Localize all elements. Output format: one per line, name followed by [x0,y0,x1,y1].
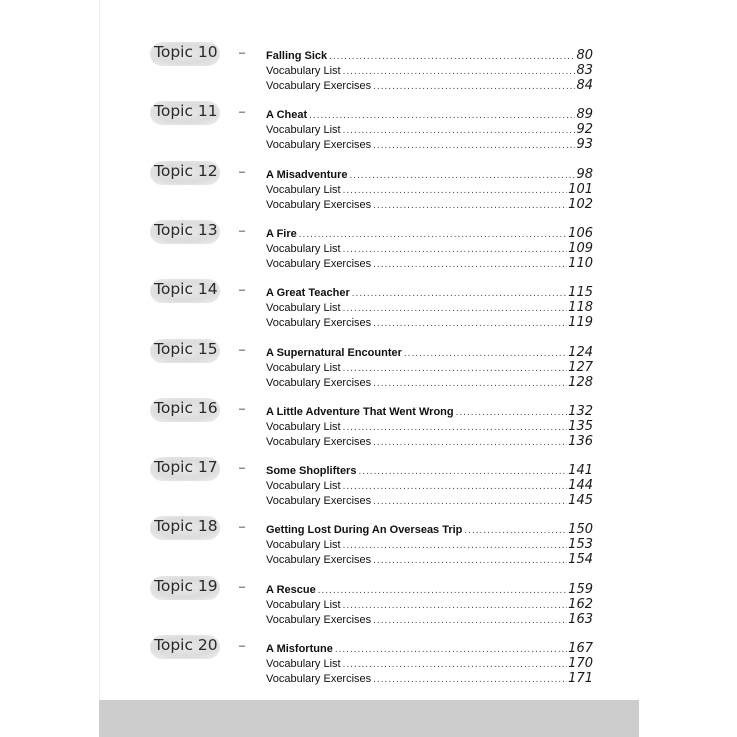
vocabulary-list-page-number: 101 [568,181,593,197]
vocabulary-exercises-label: Vocabulary Exercises [266,435,372,448]
vocabulary-exercises-page-number: 110 [568,255,593,271]
vocabulary-list-row[interactable] [266,360,593,375]
chapter-page-number: 115 [568,285,593,301]
vocabulary-list-page-number: 144 [568,478,593,494]
dot-leader [373,378,567,389]
dot-leader [373,615,567,626]
vocabulary-list-page-number: 92 [576,122,593,138]
chapter-title: A Misfortune [266,643,333,655]
vocabulary-exercises-page-number: 128 [568,374,593,390]
vocabulary-list-page-number: 127 [568,359,593,375]
toc-entry [0,43,737,104]
topic-label: Topic 15 [154,339,218,358]
vocabulary-list-row[interactable] [266,656,593,671]
vocabulary-exercises-row[interactable] [266,552,593,567]
chapter-title: A Little Adventure That Went Wrong [266,405,454,418]
chapter-title-row[interactable] [266,522,593,537]
chapter-title-row[interactable] [266,285,593,300]
vocabulary-exercises-label: Vocabulary Exercises [266,613,372,626]
toc-entry [0,280,737,341]
vocabulary-list-page-number: 153 [568,537,593,553]
dot-leader [335,644,567,655]
dot-leader [373,318,567,329]
dot-leader [318,585,567,596]
vocabulary-list-label: Vocabulary List [266,658,341,670]
vocabulary-exercises-label: Vocabulary Exercises [266,198,372,211]
dot-leader [373,496,567,507]
vocabulary-exercises-row[interactable] [266,78,593,93]
vocabulary-list-label: Vocabulary List [266,65,341,77]
dot-leader [343,303,568,314]
dot-leader [343,422,568,433]
vocabulary-exercises-label: Vocabulary Exercises [266,257,372,270]
vocabulary-exercises-page-number: 119 [568,315,593,331]
toc-entry [0,339,737,401]
vocabulary-exercises-label: Vocabulary Exercises [266,317,372,330]
vocabulary-list-row[interactable] [266,182,593,197]
toc-entry [0,576,737,638]
dot-leader [350,170,576,181]
vocabulary-list-label: Vocabulary List [266,420,341,433]
vocabulary-list-row[interactable] [266,300,593,315]
dot-leader [373,437,567,448]
vocabulary-list-page-number: 162 [568,596,593,612]
chapter-title-row[interactable] [266,226,593,241]
topic-dash: – [239,165,246,178]
topic-label: Topic 13 [154,220,218,239]
chapter-title-row[interactable] [266,404,593,419]
dot-leader [456,407,568,418]
chapter-page-number: 167 [568,641,593,656]
vocabulary-list-row[interactable] [266,597,593,612]
chapter-title-row[interactable] [266,48,593,63]
topic-label: Topic 19 [154,576,218,595]
vocabulary-list-label: Vocabulary List [266,539,341,552]
dot-leader [373,81,575,92]
topic-dash: – [239,224,246,237]
dot-leader [464,525,567,536]
vocabulary-exercises-page-number: 154 [568,552,593,568]
toc-entry [0,161,737,223]
toc-entry [0,458,737,519]
chapter-page-number: 124 [568,344,593,360]
dot-leader [343,185,568,196]
dot-leader [373,555,567,566]
vocabulary-exercises-page-number: 84 [576,78,593,93]
vocabulary-exercises-row[interactable] [266,375,593,390]
vocabulary-list-label: Vocabulary List [266,302,341,315]
chapter-title: A Supernatural Encounter [266,346,402,359]
dot-leader [343,540,568,551]
toc-entry [0,220,737,282]
dot-leader [343,659,568,670]
vocabulary-list-row[interactable] [266,478,593,493]
dot-leader [343,481,568,492]
dot-leader [373,259,567,270]
toc-entry [0,636,737,697]
toc-entry [0,398,737,460]
chapter-page-number: 89 [576,107,593,123]
chapter-title: A Great Teacher [266,287,350,300]
chapter-page-number: 150 [568,522,593,538]
dot-leader [352,288,567,299]
topic-dash: – [239,580,246,593]
vocabulary-exercises-label: Vocabulary Exercises [266,376,372,389]
vocabulary-list-label: Vocabulary List [266,598,341,611]
vocabulary-exercises-row[interactable] [266,256,593,271]
chapter-title-row[interactable] [266,107,593,122]
dot-leader [299,229,567,240]
dot-leader [343,244,568,255]
vocabulary-exercises-page-number: 171 [568,671,593,686]
vocabulary-list-page-number: 135 [568,418,593,434]
vocabulary-list-row[interactable] [266,241,593,256]
vocabulary-exercises-label: Vocabulary Exercises [266,80,372,92]
chapter-title-row[interactable] [266,641,593,656]
vocabulary-list-row[interactable] [266,63,593,78]
chapter-page-number: 98 [576,166,593,182]
dot-leader [358,466,567,477]
topic-dash: – [239,640,246,652]
dot-leader [343,66,576,77]
topic-dash: – [239,462,246,475]
dot-leader [329,51,575,62]
chapter-title-row[interactable] [266,345,593,360]
chapter-title: Falling Sick [266,50,328,62]
topic-label: Topic 10 [154,43,218,61]
vocabulary-exercises-row[interactable] [266,493,593,508]
toc-entry [0,517,737,578]
topic-dash: – [239,521,246,534]
dot-leader [373,140,575,151]
dot-leader [309,110,575,121]
vocabulary-list-label: Vocabulary List [266,124,341,137]
vocabulary-list-label: Vocabulary List [266,480,341,493]
vocabulary-exercises-label: Vocabulary Exercises [266,495,372,508]
vocabulary-list-row[interactable] [266,419,593,434]
chapter-title: A Cheat [266,109,308,122]
vocabulary-exercises-page-number: 102 [568,196,593,212]
topic-label: Topic 20 [154,636,218,654]
chapter-title-row[interactable] [266,582,593,597]
vocabulary-list-label: Vocabulary List [266,361,341,374]
dot-leader [343,125,576,136]
chapter-title: Some Shoplifters [266,465,357,478]
topic-label: Topic 18 [154,517,218,536]
topic-dash: – [239,402,246,415]
topic-label: Topic 16 [154,398,218,417]
vocabulary-list-row[interactable] [266,122,593,137]
topic-label: Topic 12 [154,161,218,180]
topic-label: Topic 14 [154,280,218,299]
vocabulary-list-label: Vocabulary List [266,242,341,255]
vocabulary-list-page-number: 83 [576,63,593,78]
chapter-page-number: 106 [568,225,593,241]
vocabulary-exercises-row[interactable] [266,671,593,686]
dot-leader [343,363,568,374]
chapter-page-number: 80 [576,48,593,63]
vocabulary-exercises-label: Vocabulary Exercises [266,139,372,152]
dot-leader [373,674,567,685]
vocabulary-exercises-row[interactable] [266,197,593,212]
vocabulary-exercises-page-number: 163 [568,611,593,627]
toc-entry [0,102,737,163]
dot-leader [343,600,568,611]
footer-bar [99,700,639,737]
vocabulary-list-page-number: 118 [568,300,593,316]
chapter-title: A Misadventure [266,168,348,181]
chapter-page-number: 132 [568,403,593,419]
topic-label: Topic 11 [154,102,218,121]
vocabulary-exercises-label: Vocabulary Exercises [266,554,372,567]
vocabulary-exercises-page-number: 136 [568,433,593,449]
vocabulary-list-row[interactable] [266,537,593,552]
topic-label: Topic 17 [154,458,218,477]
chapter-title-row[interactable] [266,167,593,182]
topic-dash: – [239,106,246,119]
vocabulary-list-label: Vocabulary List [266,183,341,196]
topic-dash: – [239,343,246,356]
vocabulary-exercises-row[interactable] [266,612,593,627]
chapter-title: A Fire [266,227,297,240]
chapter-title-row[interactable] [266,463,593,478]
topic-dash: – [239,47,246,59]
vocabulary-exercises-row[interactable] [266,137,593,152]
chapter-page-number: 159 [568,581,593,597]
vocabulary-list-page-number: 109 [568,240,593,256]
vocabulary-exercises-row[interactable] [266,315,593,330]
vocabulary-exercises-label: Vocabulary Exercises [266,673,372,685]
chapter-page-number: 141 [568,463,593,479]
dot-leader [373,200,567,211]
chapter-title: A Rescue [266,583,316,596]
chapter-title: Getting Lost During An Overseas Trip [266,524,463,537]
vocabulary-exercises-row[interactable] [266,434,593,449]
vocabulary-list-page-number: 170 [568,656,593,671]
vocabulary-exercises-page-number: 93 [576,137,593,153]
topic-dash: – [239,284,246,297]
dot-leader [404,348,567,359]
vocabulary-exercises-page-number: 145 [568,493,593,509]
